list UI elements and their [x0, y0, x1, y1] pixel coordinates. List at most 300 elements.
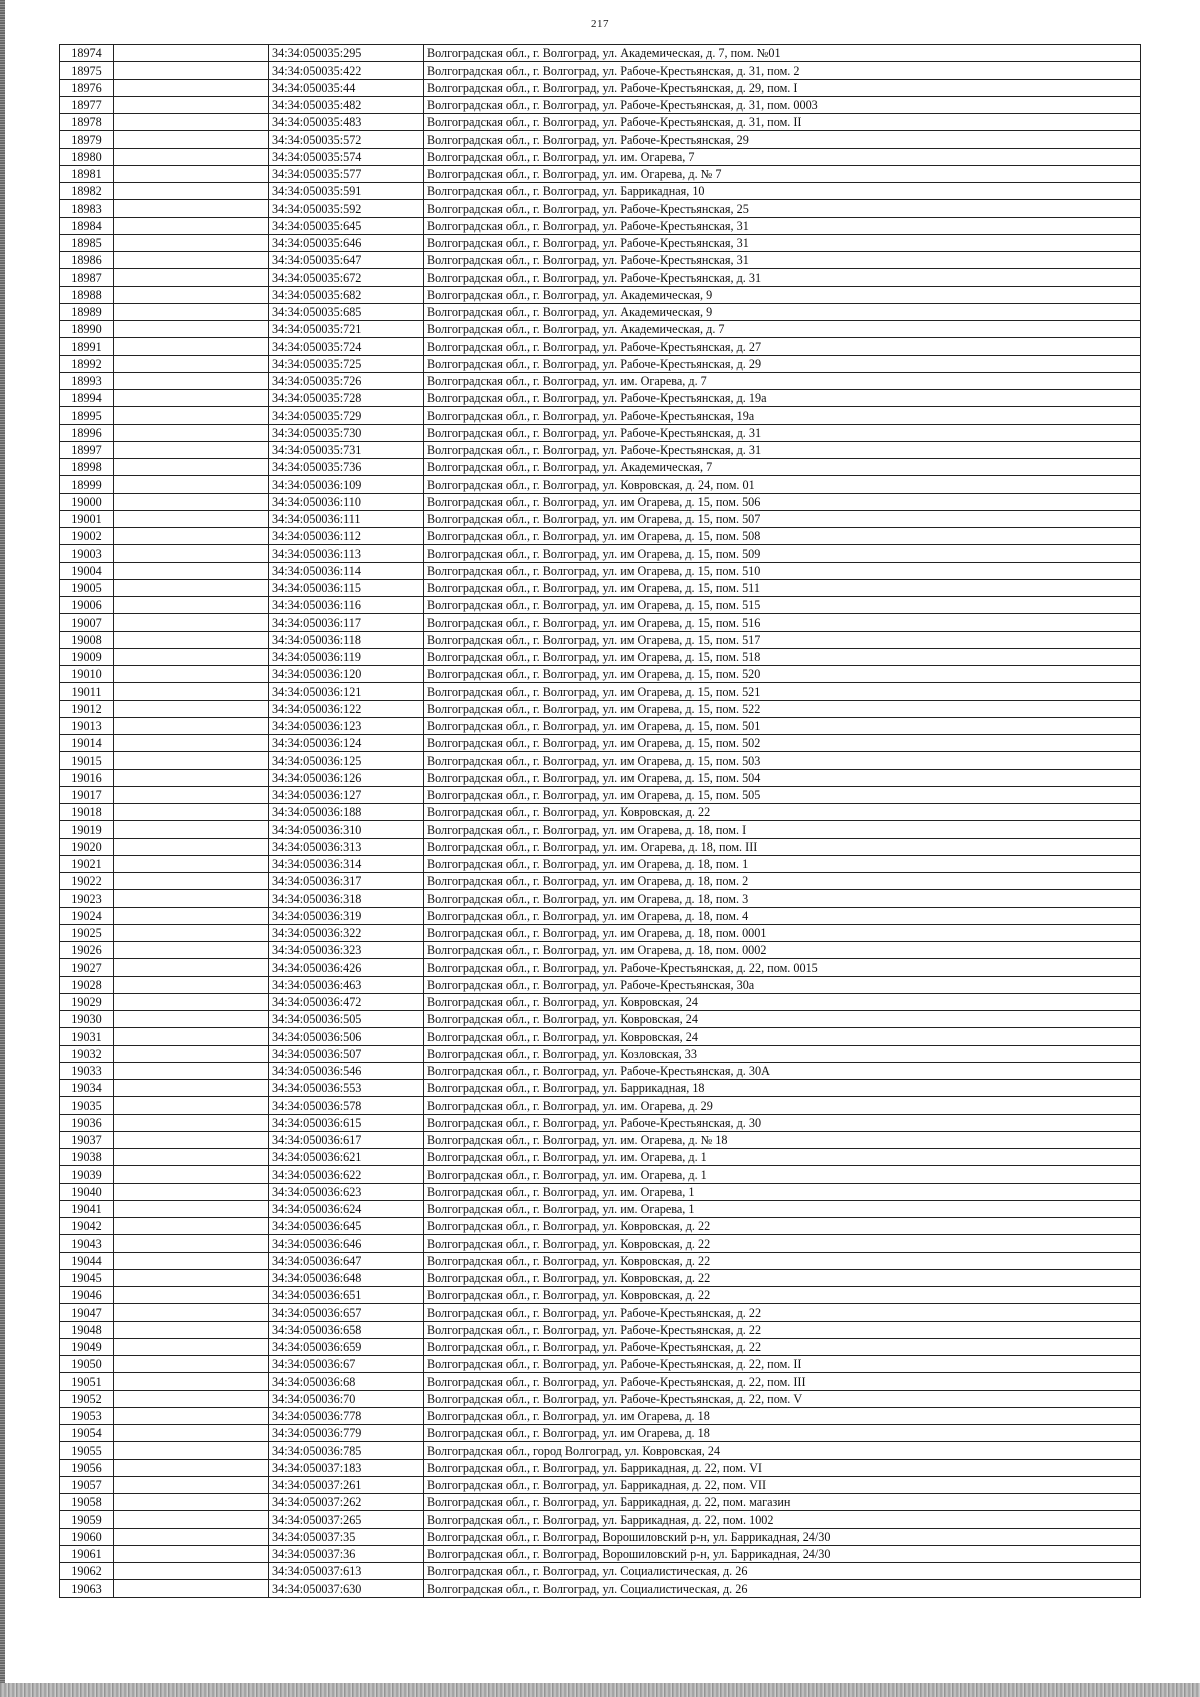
empty-cell: [114, 1390, 269, 1407]
cadastral-number-cell: 34:34:050035:730: [269, 424, 424, 441]
address-cell: Волгоградская обл., г. Волгоград, ул. Баррикадная, д. 22, пом. VI: [424, 1459, 1141, 1476]
row-number-cell: 19027: [60, 959, 114, 976]
table-row: [60, 1114, 1141, 1131]
cadastral-number-cell: 34:34:050036:122: [269, 700, 424, 717]
cadastral-number-cell: 34:34:050036:109: [269, 476, 424, 493]
table-row: [60, 1149, 1141, 1166]
empty-cell: [114, 45, 269, 62]
address-cell: Волгоградская обл., г. Волгоград, ул. им. Огарева, д. 1: [424, 1166, 1141, 1183]
address-cell: Волгоградская обл., г. Волгоград, ул. Ковровская, д. 22: [424, 1218, 1141, 1235]
empty-cell: [114, 959, 269, 976]
cadastral-number-cell: 34:34:050036:126: [269, 769, 424, 786]
cadastral-number-cell: 34:34:050035:577: [269, 165, 424, 182]
table-row: [60, 890, 1141, 907]
cadastral-number-cell: 34:34:050036:124: [269, 735, 424, 752]
table-row: [60, 924, 1141, 941]
address-cell: Волгоградская обл., г. Волгоград, ул. им Огарева, д. 15, пом. 517: [424, 631, 1141, 648]
address-cell: Волгоградская обл., г. Волгоград, ул. Рабоче-Крестьянская, 30а: [424, 976, 1141, 993]
cadastral-number-cell: 34:34:050036:317: [269, 873, 424, 890]
table-row: [60, 855, 1141, 872]
cadastral-number-cell: 34:34:050036:657: [269, 1304, 424, 1321]
empty-cell: [114, 131, 269, 148]
row-number-cell: 19020: [60, 838, 114, 855]
row-number-cell: 18983: [60, 200, 114, 217]
empty-cell: [114, 1511, 269, 1528]
table-row: [60, 1425, 1141, 1442]
row-number-cell: 19028: [60, 976, 114, 993]
address-cell: Волгоградская обл., г. Волгоград, ул. им Огарева, д. 18: [424, 1425, 1141, 1442]
row-number-cell: 19042: [60, 1218, 114, 1235]
table-row: [60, 1338, 1141, 1355]
cadastral-number-cell: 34:34:050036:313: [269, 838, 424, 855]
row-number-cell: 19013: [60, 717, 114, 734]
table-row: [60, 873, 1141, 890]
address-cell: Волгоградская обл., г. Волгоград, ул. Ковровская, д. 24, пом. 01: [424, 476, 1141, 493]
row-number-cell: 19044: [60, 1252, 114, 1269]
table-row: [60, 1269, 1141, 1286]
cadastral-number-cell: 34:34:050036:506: [269, 1028, 424, 1045]
row-number-cell: 19036: [60, 1114, 114, 1131]
row-number-cell: 18981: [60, 165, 114, 182]
table-row: [60, 407, 1141, 424]
cadastral-number-cell: 34:34:050036:623: [269, 1183, 424, 1200]
table-row: [60, 424, 1141, 441]
empty-cell: [114, 62, 269, 79]
empty-cell: [114, 597, 269, 614]
empty-cell: [114, 200, 269, 217]
empty-cell: [114, 545, 269, 562]
table-row: [60, 1131, 1141, 1148]
cadastral-number-cell: 34:34:050036:646: [269, 1235, 424, 1252]
address-cell: Волгоградская обл., г. Волгоград, ул. им Огарева, д. 15, пом. 521: [424, 683, 1141, 700]
table-row: [60, 1235, 1141, 1252]
empty-cell: [114, 148, 269, 165]
cadastral-number-cell: 34:34:050036:112: [269, 528, 424, 545]
row-number-cell: 19051: [60, 1373, 114, 1390]
cadastral-number-cell: 34:34:050036:778: [269, 1407, 424, 1424]
cadastral-number-cell: 34:34:050036:546: [269, 1062, 424, 1079]
address-cell: Волгоградская обл., г. Волгоград, ул. Рабоче-Крестьянская, д. 22: [424, 1321, 1141, 1338]
address-cell: Волгоградская обл., г. Волгоград, ул. им Огарева, д. 15, пом. 501: [424, 717, 1141, 734]
row-number-cell: 19058: [60, 1494, 114, 1511]
row-number-cell: 18993: [60, 372, 114, 389]
table-row: [60, 579, 1141, 596]
address-cell: Волгоградская обл., г. Волгоград, ул. им Огарева, д. 15, пом. 516: [424, 614, 1141, 631]
cadastral-number-cell: 34:34:050035:736: [269, 459, 424, 476]
table-row: [60, 114, 1141, 131]
row-number-cell: 19006: [60, 597, 114, 614]
empty-cell: [114, 804, 269, 821]
cadastral-number-cell: 34:34:050035:591: [269, 183, 424, 200]
scan-edge-left: [0, 0, 5, 1697]
address-cell: Волгоградская обл., г. Волгоград, ул. Ковровская, д. 22: [424, 1235, 1141, 1252]
table-row: [60, 959, 1141, 976]
empty-cell: [114, 1287, 269, 1304]
address-cell: Волгоградская обл., г. Волгоград, ул. им Огарева, д. 15, пом. 505: [424, 786, 1141, 803]
address-cell: Волгоградская обл., г. Волгоград, ул. Социалистическая, д. 26: [424, 1563, 1141, 1580]
row-number-cell: 19057: [60, 1476, 114, 1493]
empty-cell: [114, 1183, 269, 1200]
cadastral-number-cell: 34:34:050035:645: [269, 217, 424, 234]
empty-cell: [114, 769, 269, 786]
row-number-cell: 18998: [60, 459, 114, 476]
row-number-cell: 19056: [60, 1459, 114, 1476]
row-number-cell: 18975: [60, 62, 114, 79]
row-number-cell: 19049: [60, 1338, 114, 1355]
address-cell: Волгоградская обл., г. Волгоград, ул. им. Огарева, д. 18, пом. III: [424, 838, 1141, 855]
address-cell: Волгоградская обл., г. Волгоград, ул. им Огарева, д. 15, пом. 510: [424, 562, 1141, 579]
empty-cell: [114, 1252, 269, 1269]
cadastral-number-cell: 34:34:050036:463: [269, 976, 424, 993]
row-number-cell: 19014: [60, 735, 114, 752]
row-number-cell: 18990: [60, 321, 114, 338]
row-number-cell: 19017: [60, 786, 114, 803]
table-row: [60, 545, 1141, 562]
cadastral-number-cell: 34:34:050036:123: [269, 717, 424, 734]
table-row: [60, 907, 1141, 924]
empty-cell: [114, 1097, 269, 1114]
row-number-cell: 19052: [60, 1390, 114, 1407]
address-cell: Волгоградская обл., г. Волгоград, ул. Ковровская, д. 22: [424, 1269, 1141, 1286]
address-cell: Волгоградская обл., г. Волгоград, ул. им. Огарева, д. № 7: [424, 165, 1141, 182]
empty-cell: [114, 786, 269, 803]
cadastral-number-cell: 34:34:050035:295: [269, 45, 424, 62]
cadastral-number-cell: 34:34:050036:113: [269, 545, 424, 562]
row-number-cell: 18976: [60, 79, 114, 96]
table-row: [60, 683, 1141, 700]
cadastral-number-cell: 34:34:050036:68: [269, 1373, 424, 1390]
address-cell: Волгоградская обл., г. Волгоград, ул. им Огарева, д. 15, пом. 520: [424, 666, 1141, 683]
address-cell: Волгоградская обл., г. Волгоград, ул. им Огарева, д. 18, пом. 2: [424, 873, 1141, 890]
cadastral-number-cell: 34:34:050037:262: [269, 1494, 424, 1511]
cadastral-number-cell: 34:34:050035:731: [269, 441, 424, 458]
row-number-cell: 19055: [60, 1442, 114, 1459]
address-cell: Волгоградская обл., г. Волгоград, ул. им Огарева, д. 15, пом. 511: [424, 579, 1141, 596]
cadastral-number-cell: 34:34:050036:785: [269, 1442, 424, 1459]
address-cell: Волгоградская обл., г. Волгоград, ул. Рабоче-Крестьянская, д. 29: [424, 355, 1141, 372]
empty-cell: [114, 631, 269, 648]
row-number-cell: 19033: [60, 1062, 114, 1079]
empty-cell: [114, 234, 269, 251]
address-cell: Волгоградская обл., г. Волгоград, ул. Рабоче-Крестьянская, 25: [424, 200, 1141, 217]
table-row: [60, 1494, 1141, 1511]
page-number: 217: [591, 18, 609, 30]
cadastral-number-cell: 34:34:050037:183: [269, 1459, 424, 1476]
cadastral-number-cell: 34:34:050035:572: [269, 131, 424, 148]
empty-cell: [114, 510, 269, 527]
cadastral-number-cell: 34:34:050036:111: [269, 510, 424, 527]
table-row: [60, 769, 1141, 786]
table-row: [60, 1011, 1141, 1028]
row-number-cell: 19046: [60, 1287, 114, 1304]
address-cell: Волгоградская обл., г. Волгоград, ул. Ковровская, д. 22: [424, 804, 1141, 821]
cadastral-number-cell: 34:34:050035:592: [269, 200, 424, 217]
empty-cell: [114, 1580, 269, 1597]
table-row: [60, 528, 1141, 545]
address-cell: Волгоградская обл., г. Волгоград, ул. Рабоче-Крестьянская, д. 22, пом. V: [424, 1390, 1141, 1407]
table-row: [60, 96, 1141, 113]
cadastral-number-cell: 34:34:050036:318: [269, 890, 424, 907]
row-number-cell: 19004: [60, 562, 114, 579]
address-cell: Волгоградская обл., город Волгоград, ул. Ковровская, 24: [424, 1442, 1141, 1459]
row-number-cell: 19039: [60, 1166, 114, 1183]
address-cell: Волгоградская обл., г. Волгоград, ул. им Огарева, д. 15, пом. 504: [424, 769, 1141, 786]
empty-cell: [114, 993, 269, 1010]
address-cell: Волгоградская обл., г. Волгоград, ул. им. Огарева, 1: [424, 1200, 1141, 1217]
table-row: [60, 614, 1141, 631]
cadastral-number-cell: 34:34:050036:553: [269, 1080, 424, 1097]
empty-cell: [114, 476, 269, 493]
table-row: [60, 303, 1141, 320]
table-row: [60, 148, 1141, 165]
empty-cell: [114, 390, 269, 407]
cadastral-number-cell: 34:34:050036:505: [269, 1011, 424, 1028]
empty-cell: [114, 1494, 269, 1511]
address-cell: Волгоградская обл., г. Волгоград, ул. им Огарева, д. 18, пом. 3: [424, 890, 1141, 907]
cadastral-number-cell: 34:34:050036:310: [269, 821, 424, 838]
row-number-cell: 19041: [60, 1200, 114, 1217]
address-cell: Волгоградская обл., г. Волгоград, ул. им Огарева, д. 15, пом. 518: [424, 648, 1141, 665]
row-number-cell: 18974: [60, 45, 114, 62]
cadastral-number-cell: 34:34:050036:314: [269, 855, 424, 872]
registry-table-body: [60, 45, 1141, 1598]
table-row: [60, 1580, 1141, 1597]
address-cell: Волгоградская обл., г. Волгоград, ул. Академическая, 9: [424, 303, 1141, 320]
cadastral-number-cell: 34:34:050036:114: [269, 562, 424, 579]
table-row: [60, 942, 1141, 959]
address-cell: Волгоградская обл., г. Волгоград, ул. им. Огарева, д. № 18: [424, 1131, 1141, 1148]
empty-cell: [114, 1218, 269, 1235]
cadastral-number-cell: 34:34:050036:322: [269, 924, 424, 941]
address-cell: Волгоградская обл., г. Волгоград, ул. Баррикадная, д. 22, пом. 1002: [424, 1511, 1141, 1528]
row-number-cell: 18996: [60, 424, 114, 441]
row-number-cell: 18979: [60, 131, 114, 148]
address-cell: Волгоградская обл., г. Волгоград, ул. Академическая, д. 7, пом. №01: [424, 45, 1141, 62]
row-number-cell: 19037: [60, 1131, 114, 1148]
empty-cell: [114, 838, 269, 855]
table-row: [60, 1528, 1141, 1545]
address-cell: Волгоградская обл., г. Волгоград, ул. Рабоче-Крестьянская, д. 31: [424, 424, 1141, 441]
table-row: [60, 1062, 1141, 1079]
registry-table: [59, 44, 1141, 1598]
table-row: [60, 562, 1141, 579]
empty-cell: [114, 562, 269, 579]
table-row: [60, 1097, 1141, 1114]
row-number-cell: 18999: [60, 476, 114, 493]
table-row: [60, 804, 1141, 821]
empty-cell: [114, 96, 269, 113]
table-row: [60, 1200, 1141, 1217]
cadastral-number-cell: 34:34:050036:117: [269, 614, 424, 631]
empty-cell: [114, 1407, 269, 1424]
table-row: [60, 1028, 1141, 1045]
row-number-cell: 19008: [60, 631, 114, 648]
empty-cell: [114, 338, 269, 355]
cadastral-number-cell: 34:34:050036:188: [269, 804, 424, 821]
table-row: [60, 717, 1141, 734]
cadastral-number-cell: 34:34:050036:615: [269, 1114, 424, 1131]
row-number-cell: 19025: [60, 924, 114, 941]
empty-cell: [114, 1269, 269, 1286]
table-row: [60, 62, 1141, 79]
address-cell: Волгоградская обл., г. Волгоград, ул. Рабоче-Крестьянская, д. 31: [424, 441, 1141, 458]
row-number-cell: 19000: [60, 493, 114, 510]
row-number-cell: 19030: [60, 1011, 114, 1028]
cadastral-number-cell: 34:34:050035:728: [269, 390, 424, 407]
row-number-cell: 19050: [60, 1356, 114, 1373]
address-cell: Волгоградская обл., г. Волгоград, ул. Рабоче-Крестьянская, д. 31, пом. 0003: [424, 96, 1141, 113]
address-cell: Волгоградская обл., г. Волгоград, ул. им Огарева, д. 15, пом. 502: [424, 735, 1141, 752]
table-row: [60, 45, 1141, 62]
table-row: [60, 355, 1141, 372]
empty-cell: [114, 355, 269, 372]
row-number-cell: 19012: [60, 700, 114, 717]
empty-cell: [114, 735, 269, 752]
address-cell: Волгоградская обл., г. Волгоград, ул. Рабоче-Крестьянская, д. 22, пом. 0015: [424, 959, 1141, 976]
empty-cell: [114, 1545, 269, 1562]
table-row: [60, 1166, 1141, 1183]
row-number-cell: 19061: [60, 1545, 114, 1562]
table-row: [60, 666, 1141, 683]
table-row: [60, 234, 1141, 251]
cadastral-number-cell: 34:34:050036:116: [269, 597, 424, 614]
cadastral-number-cell: 34:34:050037:36: [269, 1545, 424, 1562]
cadastral-number-cell: 34:34:050036:118: [269, 631, 424, 648]
empty-cell: [114, 1131, 269, 1148]
table-row: [60, 1407, 1141, 1424]
row-number-cell: 19035: [60, 1097, 114, 1114]
cadastral-number-cell: 34:34:050036:624: [269, 1200, 424, 1217]
address-cell: Волгоградская обл., г. Волгоград, ул. Академическая, д. 7: [424, 321, 1141, 338]
table-row: [60, 510, 1141, 527]
table-row: [60, 1511, 1141, 1528]
cadastral-number-cell: 34:34:050035:647: [269, 252, 424, 269]
cadastral-number-cell: 34:34:050036:127: [269, 786, 424, 803]
address-cell: Волгоградская обл., г. Волгоград, ул. Рабоче-Крестьянская, 31: [424, 234, 1141, 251]
cadastral-number-cell: 34:34:050036:622: [269, 1166, 424, 1183]
row-number-cell: 18984: [60, 217, 114, 234]
table-row: [60, 321, 1141, 338]
address-cell: Волгоградская обл., г. Волгоград, ул. им Огарева, д. 18, пом. I: [424, 821, 1141, 838]
empty-cell: [114, 855, 269, 872]
cadastral-number-cell: 34:34:050036:319: [269, 907, 424, 924]
table-row: [60, 631, 1141, 648]
cadastral-number-cell: 34:34:050036:110: [269, 493, 424, 510]
cadastral-number-cell: 34:34:050035:574: [269, 148, 424, 165]
row-number-cell: 19021: [60, 855, 114, 872]
address-cell: Волгоградская обл., г. Волгоград, Ворошиловский р-н, ул. Баррикадная, 24/30: [424, 1545, 1141, 1562]
address-cell: Волгоградская обл., г. Волгоград, ул. Рабоче-Крестьянская, д. 22: [424, 1338, 1141, 1355]
row-number-cell: 18982: [60, 183, 114, 200]
address-cell: Волгоградская обл., г. Волгоград, ул. Рабоче-Крестьянская, д. 22: [424, 1304, 1141, 1321]
table-row: [60, 993, 1141, 1010]
row-number-cell: 19024: [60, 907, 114, 924]
table-row: [60, 390, 1141, 407]
address-cell: Волгоградская обл., г. Волгоград, ул. Баррикадная, д. 22, пом. магазин: [424, 1494, 1141, 1511]
row-number-cell: 19016: [60, 769, 114, 786]
row-number-cell: 19023: [60, 890, 114, 907]
empty-cell: [114, 441, 269, 458]
table-row: [60, 1045, 1141, 1062]
table-row: [60, 700, 1141, 717]
empty-cell: [114, 821, 269, 838]
address-cell: Волгоградская обл., г. Волгоград, ул. им Огарева, д. 15, пом. 508: [424, 528, 1141, 545]
empty-cell: [114, 873, 269, 890]
empty-cell: [114, 907, 269, 924]
empty-cell: [114, 752, 269, 769]
row-number-cell: 19010: [60, 666, 114, 683]
address-cell: Волгоградская обл., г. Волгоград, ул. им Огарева, д. 15, пом. 506: [424, 493, 1141, 510]
table-row: [60, 1545, 1141, 1562]
address-cell: Волгоградская обл., г. Волгоград, ул. им Огарева, д. 18, пом. 0002: [424, 942, 1141, 959]
table-row: [60, 183, 1141, 200]
cadastral-number-cell: 34:34:050035:725: [269, 355, 424, 372]
cadastral-number-cell: 34:34:050037:265: [269, 1511, 424, 1528]
empty-cell: [114, 252, 269, 269]
address-cell: Волгоградская обл., г. Волгоград, ул. им Огарева, д. 18, пом. 4: [424, 907, 1141, 924]
cadastral-number-cell: 34:34:050037:261: [269, 1476, 424, 1493]
table-row: [60, 476, 1141, 493]
row-number-cell: 19029: [60, 993, 114, 1010]
empty-cell: [114, 1045, 269, 1062]
empty-cell: [114, 579, 269, 596]
empty-cell: [114, 1235, 269, 1252]
empty-cell: [114, 1200, 269, 1217]
cadastral-number-cell: 34:34:050036:67: [269, 1356, 424, 1373]
row-number-cell: 19022: [60, 873, 114, 890]
empty-cell: [114, 321, 269, 338]
empty-cell: [114, 614, 269, 631]
table-row: [60, 1304, 1141, 1321]
address-cell: Волгоградская обл., г. Волгоград, ул. им Огарева, д. 15, пом. 515: [424, 597, 1141, 614]
table-row: [60, 821, 1141, 838]
table-row: [60, 1373, 1141, 1390]
cadastral-number-cell: 34:34:050035:724: [269, 338, 424, 355]
row-number-cell: 19062: [60, 1563, 114, 1580]
address-cell: Волгоградская обл., г. Волгоград, ул. им. Огарева, 7: [424, 148, 1141, 165]
cadastral-number-cell: 34:34:050035:646: [269, 234, 424, 251]
row-number-cell: 18986: [60, 252, 114, 269]
row-number-cell: 19011: [60, 683, 114, 700]
table-row: [60, 976, 1141, 993]
table-row: [60, 1390, 1141, 1407]
table-row: [60, 597, 1141, 614]
cadastral-number-cell: 34:34:050036:658: [269, 1321, 424, 1338]
address-cell: Волгоградская обл., г. Волгоград, ул. Академическая, 7: [424, 459, 1141, 476]
empty-cell: [114, 183, 269, 200]
table-row: [60, 1287, 1141, 1304]
table-row: [60, 1183, 1141, 1200]
row-number-cell: 19026: [60, 942, 114, 959]
address-cell: Волгоградская обл., г. Волгоград, ул. Рабоче-Крестьянская, д. 27: [424, 338, 1141, 355]
empty-cell: [114, 1425, 269, 1442]
table-row: [60, 786, 1141, 803]
empty-cell: [114, 114, 269, 131]
cadastral-number-cell: 34:34:050036:645: [269, 1218, 424, 1235]
empty-cell: [114, 942, 269, 959]
table-row: [60, 441, 1141, 458]
address-cell: Волгоградская обл., г. Волгоград, ул. им Огарева, д. 15, пом. 522: [424, 700, 1141, 717]
table-row: [60, 648, 1141, 665]
empty-cell: [114, 1304, 269, 1321]
empty-cell: [114, 1563, 269, 1580]
row-number-cell: 19015: [60, 752, 114, 769]
empty-cell: [114, 459, 269, 476]
table-row: [60, 1321, 1141, 1338]
row-number-cell: 18989: [60, 303, 114, 320]
address-cell: Волгоградская обл., г. Волгоград, ул. им. Огарева, 1: [424, 1183, 1141, 1200]
row-number-cell: 19031: [60, 1028, 114, 1045]
